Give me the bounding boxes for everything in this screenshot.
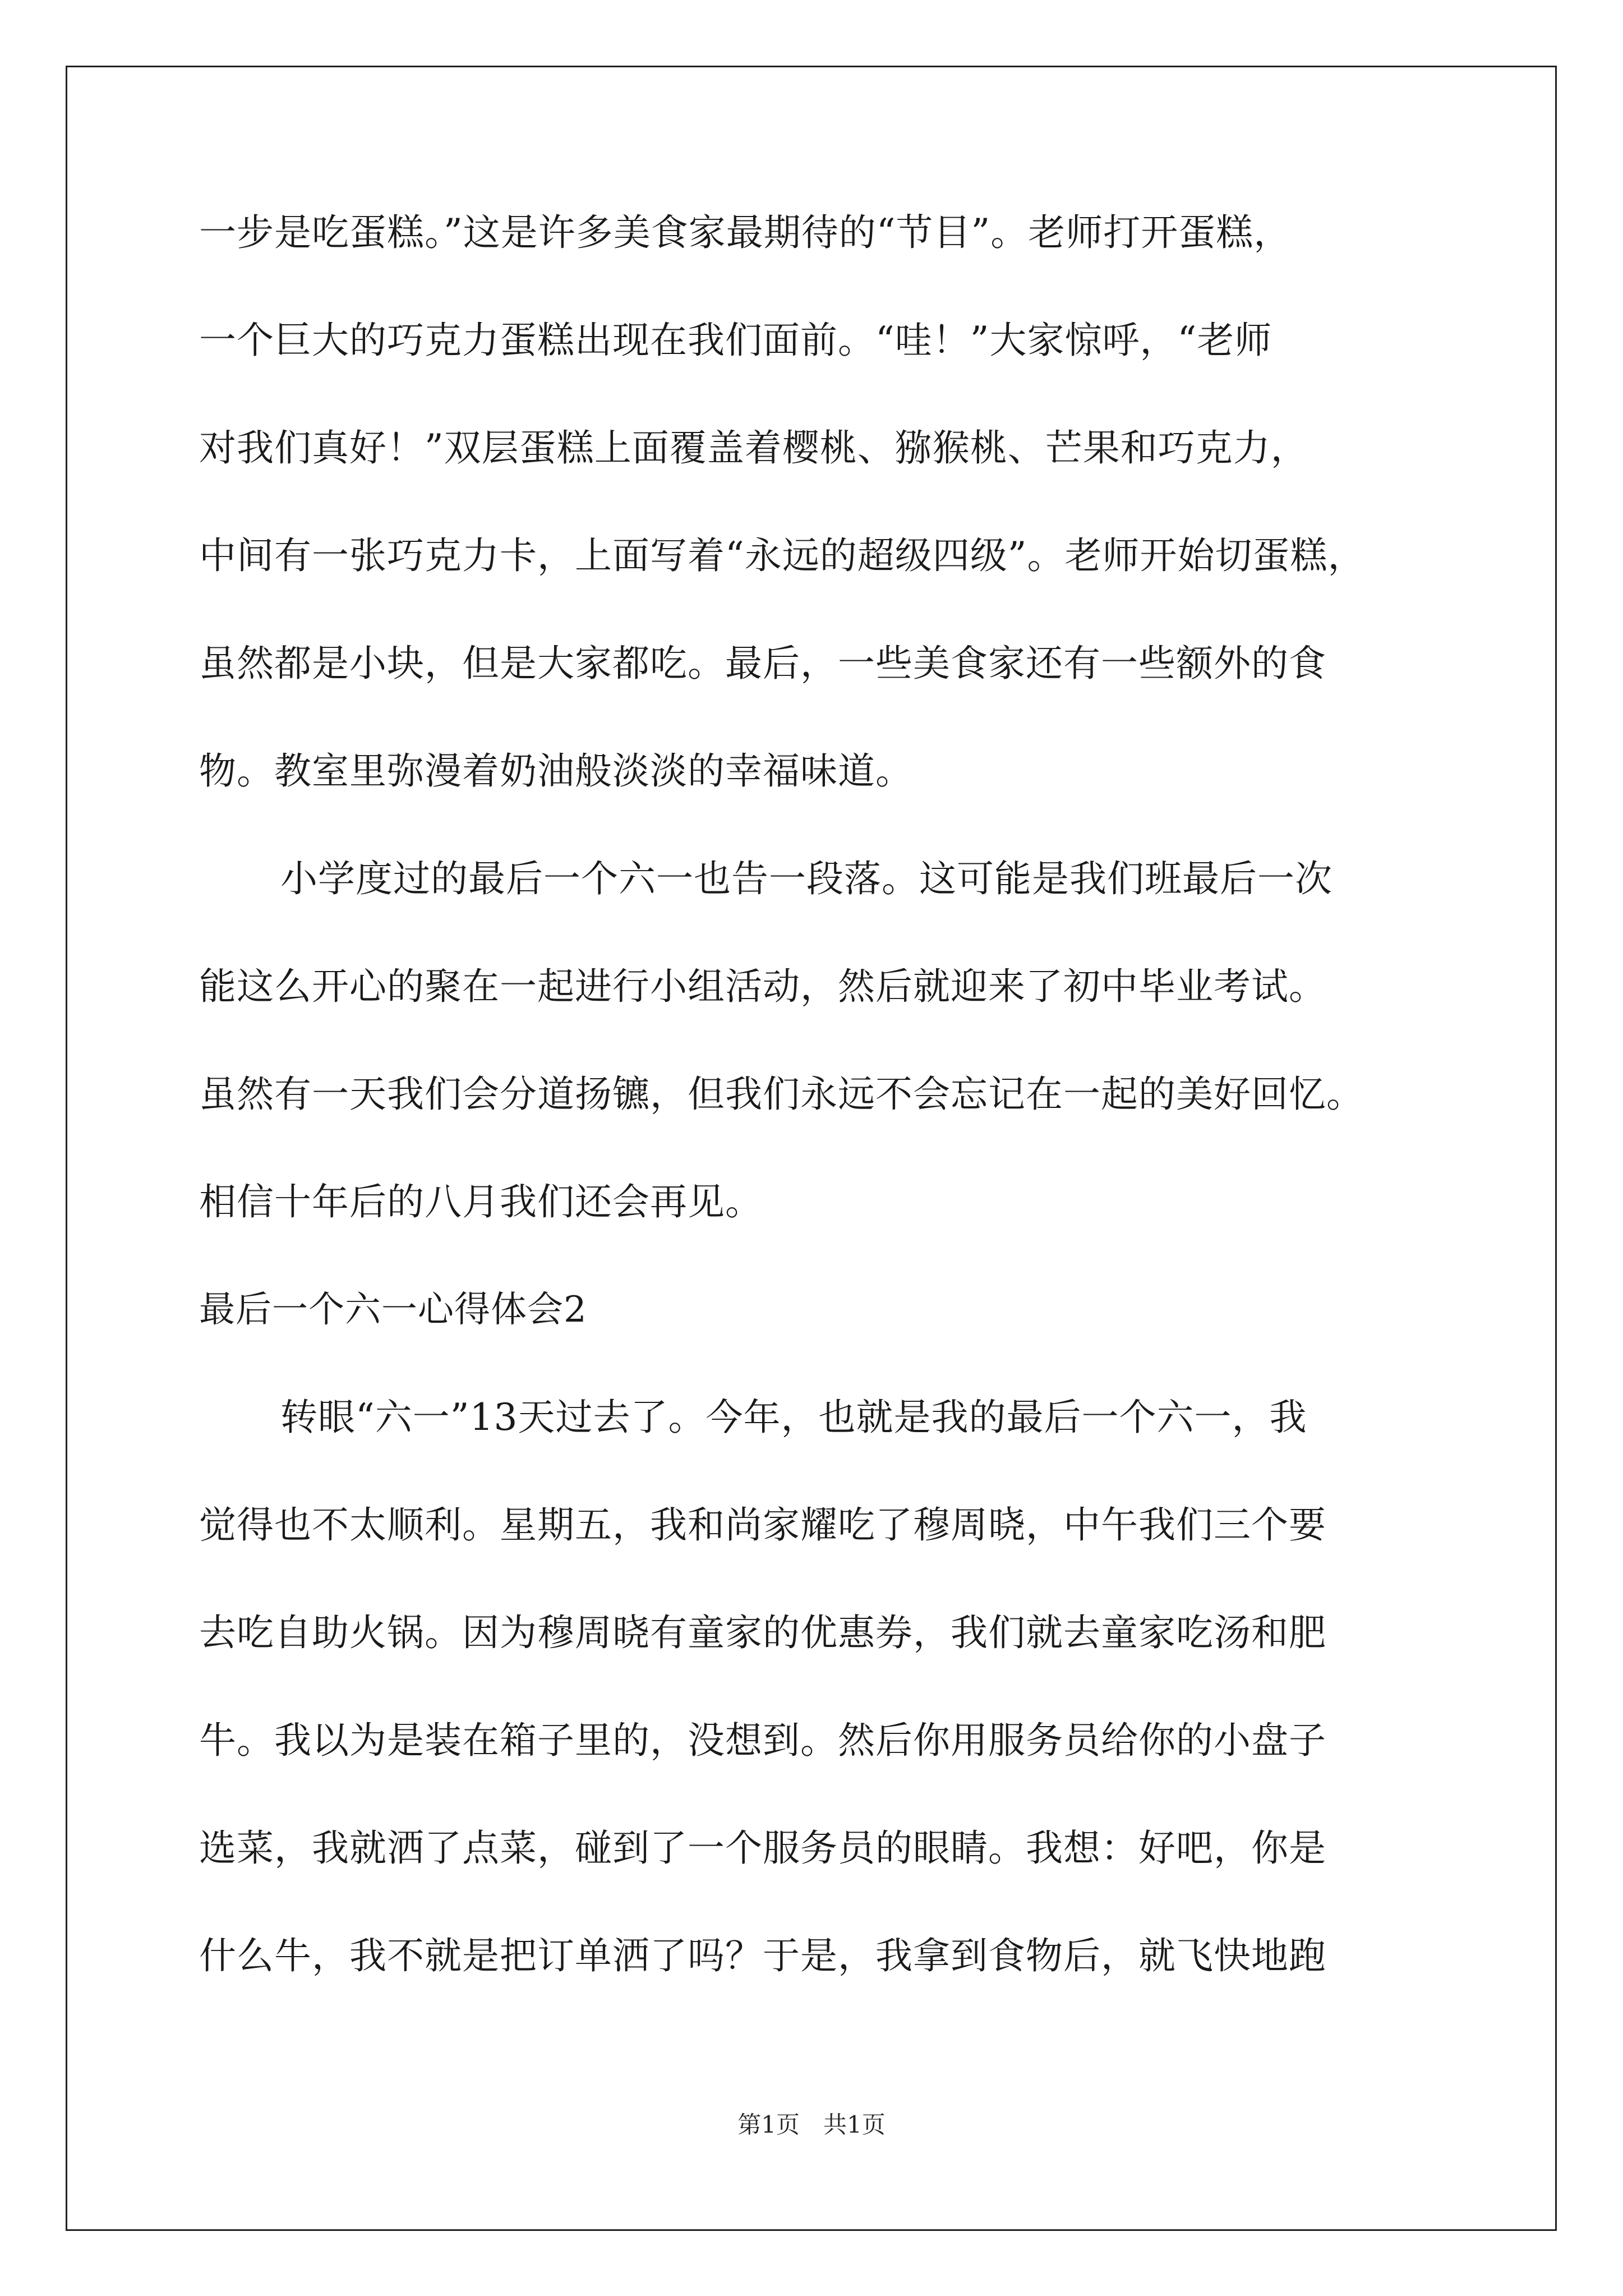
- page-border: [66, 66, 1557, 2231]
- paragraph-line: 一步是吃蛋糕。”这是许多美食家最期待的“节目”。老师打开蛋糕，: [199, 211, 1292, 254]
- paragraph-line: 选菜，我就洒了点菜，碰到了一个服务员的眼睛。我想：好吧，你是: [199, 1826, 1326, 1870]
- paragraph-line: 什么牛，我不就是把订单洒了吗？于是，我拿到食物后，就飞快地跑: [199, 1934, 1326, 1977]
- paragraph-line: 相信十年后的八月我们还会再见。: [199, 1180, 763, 1223]
- paragraph-line: 中间有一张巧克力卡，上面写着“永远的超级四级”。老师开始切蛋糕，: [199, 534, 1366, 577]
- paragraph-line: 牛。我以为是装在箱子里的，没想到。然后你用服务员给你的小盘子: [199, 1719, 1326, 1762]
- page-number-footer: 第1页 共1页: [737, 2111, 886, 2138]
- paragraph-line: 觉得也不太顺利。星期五，我和尚家耀吃了穆周晓，中午我们三个要: [199, 1503, 1326, 1547]
- paragraph-line: 能这么开心的聚在一起进行小组活动，然后就迎来了初中毕业考试。: [199, 965, 1326, 1008]
- paragraph-line: 虽然有一天我们会分道扬镳，但我们永远不会忘记在一起的美好回忆。: [199, 1073, 1364, 1116]
- paragraph-line: 小学度过的最后一个六一也告一段落。这可能是我们班最后一次: [280, 857, 1332, 900]
- paragraph-line: 虽然都是小块，但是大家都吃。最后，一些美食家还有一些额外的食: [199, 642, 1326, 685]
- paragraph-line: 物。教室里弥漫着奶油般淡淡的幸福味道。: [199, 749, 913, 793]
- paragraph-line: 去吃自助火锅。因为穆周晓有童家的优惠券，我们就去童家吃汤和肥: [199, 1611, 1326, 1654]
- paragraph-line: 转眼“六一”13天过去了。今年，也就是我的最后一个六一，我: [280, 1396, 1307, 1439]
- section-heading: 最后一个六一心得体会2: [199, 1289, 587, 1331]
- paragraph-line: 一个巨大的巧克力蛋糕出现在我们面前。“哇！”大家惊呼，“老师: [199, 319, 1272, 362]
- paragraph-line: 对我们真好！”双层蛋糕上面覆盖着樱桃、猕猴桃、芒果和巧克力，: [199, 426, 1308, 470]
